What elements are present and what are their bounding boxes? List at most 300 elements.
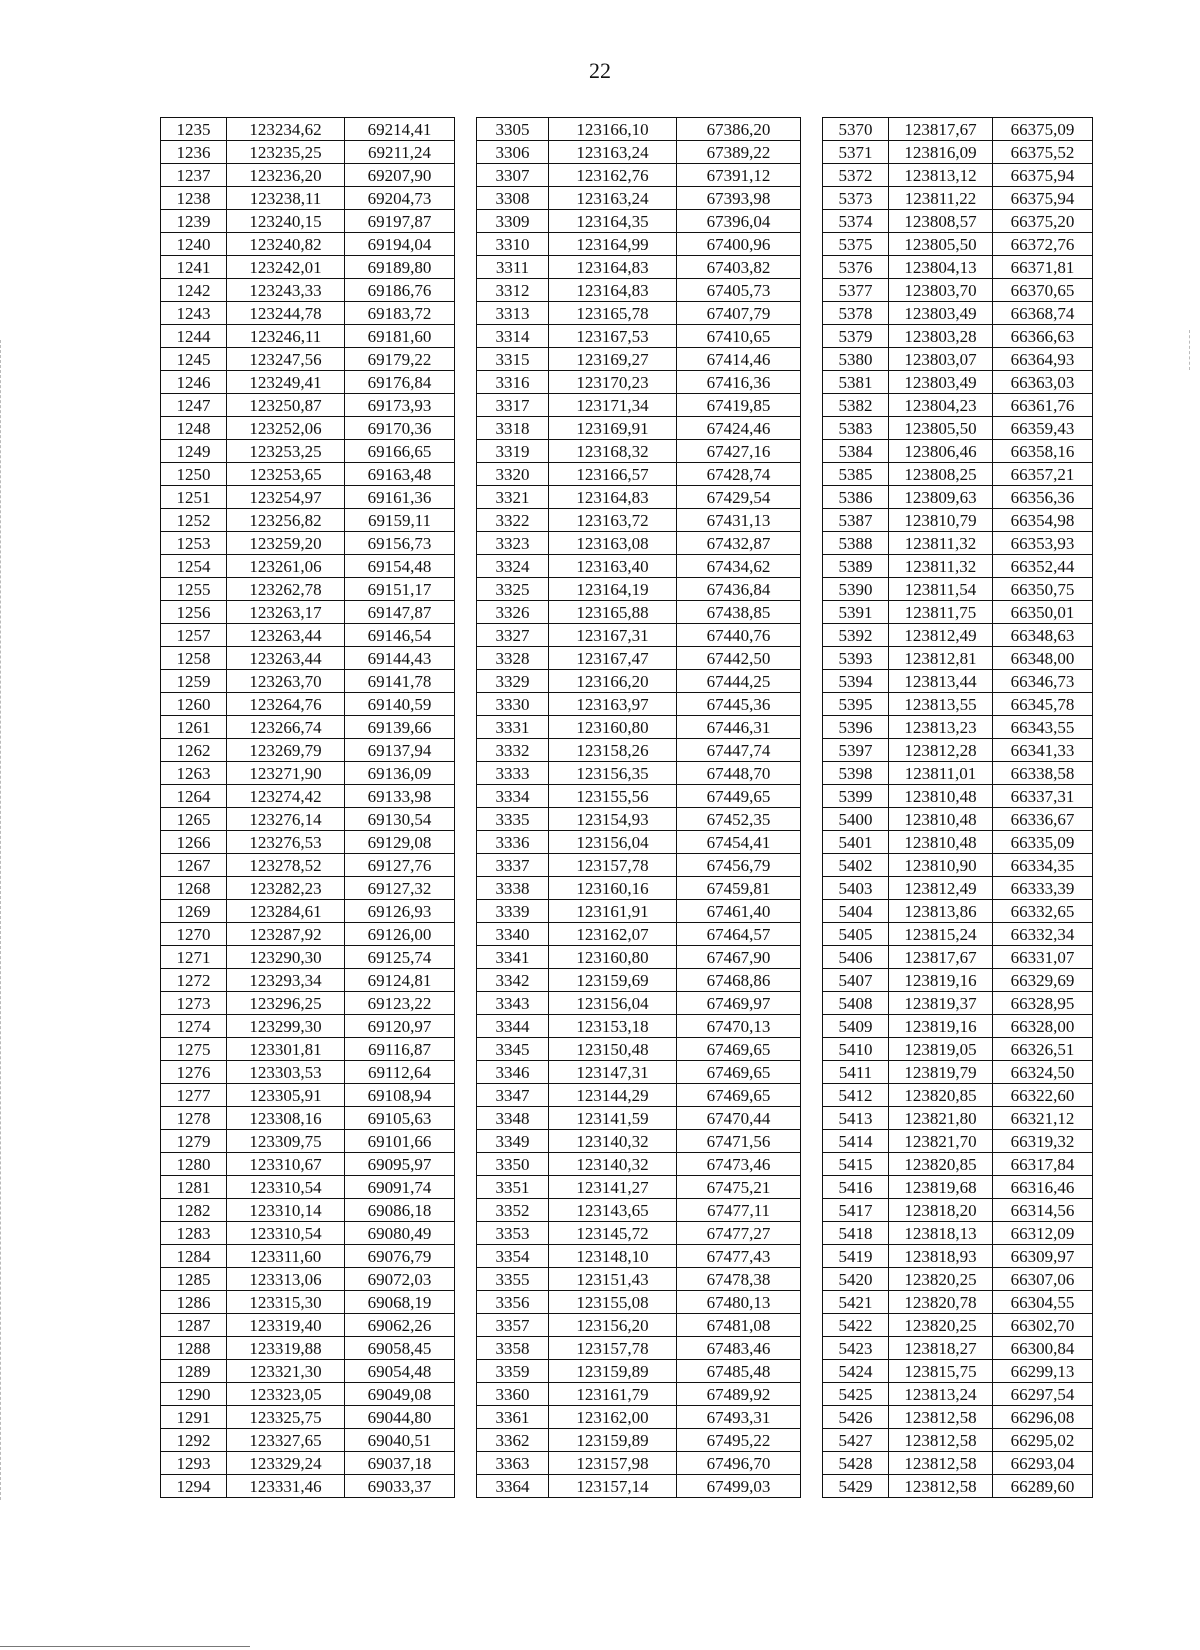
point-b-y-cell: 67416,36: [677, 371, 801, 394]
point-c-y-cell: 66352,44: [993, 555, 1093, 578]
point-c-y-cell: 66328,00: [993, 1015, 1093, 1038]
column-gap: [801, 670, 823, 693]
point-a-number-cell: 1272: [161, 969, 227, 992]
column-gap: [801, 900, 823, 923]
point-b-y-cell: 67499,03: [677, 1475, 801, 1498]
point-b-y-cell: 67403,82: [677, 256, 801, 279]
point-a-x-cell: 123234,62: [227, 118, 345, 141]
point-b-x-cell: 123167,47: [549, 647, 677, 670]
column-gap: [801, 739, 823, 762]
point-b-x-cell: 123161,91: [549, 900, 677, 923]
column-gap: [801, 601, 823, 624]
point-b-y-cell: 67410,65: [677, 325, 801, 348]
point-b-number-cell: 3334: [477, 785, 549, 808]
point-b-y-cell: 67445,36: [677, 693, 801, 716]
column-gap: [455, 1452, 477, 1475]
point-b-y-cell: 67495,22: [677, 1429, 801, 1452]
point-c-number-cell: 5415: [823, 1153, 889, 1176]
point-a-number-cell: 1278: [161, 1107, 227, 1130]
point-c-number-cell: 5414: [823, 1130, 889, 1153]
point-a-number-cell: 1242: [161, 279, 227, 302]
page-number: 22: [589, 58, 611, 83]
point-b-x-cell: 123163,72: [549, 509, 677, 532]
column-gap: [455, 440, 477, 463]
point-a-number-cell: 1252: [161, 509, 227, 532]
point-a-y-cell: 69091,74: [345, 1176, 455, 1199]
column-gap: [801, 486, 823, 509]
point-a-y-cell: 69058,45: [345, 1337, 455, 1360]
table-row: [161, 348, 1093, 371]
point-c-x-cell: 123810,48: [889, 785, 993, 808]
point-a-x-cell: 123261,06: [227, 555, 345, 578]
point-a-x-cell: 123284,61: [227, 900, 345, 923]
point-b-number-cell: 3328: [477, 647, 549, 670]
point-a-y-cell: 69037,18: [345, 1452, 455, 1475]
point-c-y-cell: 66309,97: [993, 1245, 1093, 1268]
point-b-y-cell: 67469,65: [677, 1084, 801, 1107]
table-row: [161, 1268, 1093, 1291]
point-b-y-cell: 67477,43: [677, 1245, 801, 1268]
point-a-x-cell: 123235,25: [227, 141, 345, 164]
point-a-y-cell: 69139,66: [345, 716, 455, 739]
point-b-number-cell: 3347: [477, 1084, 549, 1107]
table-row: [161, 1084, 1093, 1107]
column-gap: [801, 578, 823, 601]
column-gap: [455, 1176, 477, 1199]
point-a-x-cell: 123329,24: [227, 1452, 345, 1475]
point-c-y-cell: 66350,75: [993, 578, 1093, 601]
point-c-x-cell: 123819,05: [889, 1038, 993, 1061]
point-b-x-cell: 123162,00: [549, 1406, 677, 1429]
column-gap: [801, 1452, 823, 1475]
point-b-number-cell: 3314: [477, 325, 549, 348]
point-b-x-cell: 123158,26: [549, 739, 677, 762]
point-a-x-cell: 123259,20: [227, 532, 345, 555]
point-a-y-cell: 69141,78: [345, 670, 455, 693]
point-c-x-cell: 123811,75: [889, 601, 993, 624]
point-b-y-cell: 67475,21: [677, 1176, 801, 1199]
point-a-y-cell: 69137,94: [345, 739, 455, 762]
table-row: [161, 463, 1093, 486]
point-c-x-cell: 123820,25: [889, 1314, 993, 1337]
point-a-y-cell: 69116,87: [345, 1038, 455, 1061]
point-a-y-cell: 69108,94: [345, 1084, 455, 1107]
point-c-y-cell: 66300,84: [993, 1337, 1093, 1360]
point-b-x-cell: 123164,83: [549, 256, 677, 279]
point-b-x-cell: 123164,83: [549, 279, 677, 302]
point-c-x-cell: 123805,50: [889, 417, 993, 440]
point-a-y-cell: 69197,87: [345, 210, 455, 233]
point-c-x-cell: 123818,20: [889, 1199, 993, 1222]
point-a-x-cell: 123296,25: [227, 992, 345, 1015]
point-c-x-cell: 123811,32: [889, 555, 993, 578]
column-gap: [801, 923, 823, 946]
point-a-number-cell: 1291: [161, 1406, 227, 1429]
point-b-number-cell: 3325: [477, 578, 549, 601]
point-a-x-cell: 123240,82: [227, 233, 345, 256]
point-c-x-cell: 123803,07: [889, 348, 993, 371]
column-gap: [455, 946, 477, 969]
scan-edge-marks-right: [1189, 330, 1192, 370]
point-b-x-cell: 123157,98: [549, 1452, 677, 1475]
table-row: [161, 210, 1093, 233]
point-b-number-cell: 3353: [477, 1222, 549, 1245]
point-b-y-cell: 67471,56: [677, 1130, 801, 1153]
point-c-number-cell: 5378: [823, 302, 889, 325]
point-a-number-cell: 1262: [161, 739, 227, 762]
column-gap: [455, 141, 477, 164]
point-b-number-cell: 3342: [477, 969, 549, 992]
point-b-number-cell: 3337: [477, 854, 549, 877]
point-b-x-cell: 123166,10: [549, 118, 677, 141]
table-row: [161, 256, 1093, 279]
table-row: [161, 371, 1093, 394]
point-c-y-cell: 66361,76: [993, 394, 1093, 417]
point-a-x-cell: 123263,44: [227, 624, 345, 647]
point-b-number-cell: 3359: [477, 1360, 549, 1383]
point-c-x-cell: 123812,58: [889, 1406, 993, 1429]
point-b-number-cell: 3323: [477, 532, 549, 555]
point-b-y-cell: 67448,70: [677, 762, 801, 785]
point-b-number-cell: 3321: [477, 486, 549, 509]
point-a-x-cell: 123244,78: [227, 302, 345, 325]
point-c-x-cell: 123803,49: [889, 371, 993, 394]
point-b-number-cell: 3363: [477, 1452, 549, 1475]
point-c-y-cell: 66333,39: [993, 877, 1093, 900]
point-c-number-cell: 5420: [823, 1268, 889, 1291]
point-c-x-cell: 123818,13: [889, 1222, 993, 1245]
point-a-x-cell: 123310,67: [227, 1153, 345, 1176]
point-a-number-cell: 1289: [161, 1360, 227, 1383]
point-a-y-cell: 69146,54: [345, 624, 455, 647]
point-a-number-cell: 1281: [161, 1176, 227, 1199]
point-c-x-cell: 123821,70: [889, 1130, 993, 1153]
point-c-y-cell: 66316,46: [993, 1176, 1093, 1199]
column-gap: [455, 647, 477, 670]
point-b-number-cell: 3356: [477, 1291, 549, 1314]
point-a-x-cell: 123254,97: [227, 486, 345, 509]
scan-bottom-rule: [0, 1646, 250, 1647]
point-b-y-cell: 67427,16: [677, 440, 801, 463]
point-b-x-cell: 123159,89: [549, 1429, 677, 1452]
point-c-number-cell: 5386: [823, 486, 889, 509]
column-gap: [801, 1314, 823, 1337]
column-gap: [455, 1130, 477, 1153]
column-gap: [455, 1406, 477, 1429]
point-c-number-cell: 5406: [823, 946, 889, 969]
point-b-x-cell: 123157,14: [549, 1475, 677, 1498]
point-c-y-cell: 66329,69: [993, 969, 1093, 992]
column-gap: [801, 808, 823, 831]
point-c-y-cell: 66371,81: [993, 256, 1093, 279]
point-c-x-cell: 123812,58: [889, 1475, 993, 1498]
point-c-number-cell: 5413: [823, 1107, 889, 1130]
table-row: [161, 992, 1093, 1015]
point-b-y-cell: 67469,65: [677, 1061, 801, 1084]
column-gap: [455, 164, 477, 187]
point-c-y-cell: 66345,78: [993, 693, 1093, 716]
point-b-x-cell: 123159,69: [549, 969, 677, 992]
point-c-number-cell: 5385: [823, 463, 889, 486]
point-a-y-cell: 69127,32: [345, 877, 455, 900]
point-b-number-cell: 3346: [477, 1061, 549, 1084]
point-a-y-cell: 69183,72: [345, 302, 455, 325]
point-b-y-cell: 67449,65: [677, 785, 801, 808]
point-a-y-cell: 69095,97: [345, 1153, 455, 1176]
column-gap: [801, 532, 823, 555]
point-c-x-cell: 123820,78: [889, 1291, 993, 1314]
point-c-x-cell: 123819,37: [889, 992, 993, 1015]
point-a-x-cell: 123252,06: [227, 417, 345, 440]
point-a-number-cell: 1247: [161, 394, 227, 417]
point-b-x-cell: 123159,89: [549, 1360, 677, 1383]
point-c-y-cell: 66295,02: [993, 1429, 1093, 1452]
column-gap: [801, 1015, 823, 1038]
point-c-x-cell: 123804,13: [889, 256, 993, 279]
point-a-number-cell: 1274: [161, 1015, 227, 1038]
point-b-number-cell: 3312: [477, 279, 549, 302]
point-a-x-cell: 123282,23: [227, 877, 345, 900]
point-a-x-cell: 123271,90: [227, 762, 345, 785]
column-gap: [801, 371, 823, 394]
point-b-number-cell: 3348: [477, 1107, 549, 1130]
table-row: [161, 1291, 1093, 1314]
point-b-x-cell: 123165,88: [549, 601, 677, 624]
point-a-x-cell: 123325,75: [227, 1406, 345, 1429]
point-c-x-cell: 123819,16: [889, 1015, 993, 1038]
point-c-number-cell: 5408: [823, 992, 889, 1015]
column-gap: [801, 946, 823, 969]
point-c-number-cell: 5397: [823, 739, 889, 762]
column-gap: [455, 279, 477, 302]
table-row: [161, 923, 1093, 946]
point-b-y-cell: 67454,41: [677, 831, 801, 854]
column-gap: [455, 693, 477, 716]
point-c-y-cell: 66375,09: [993, 118, 1093, 141]
point-a-x-cell: 123278,52: [227, 854, 345, 877]
point-c-y-cell: 66296,08: [993, 1406, 1093, 1429]
column-gap: [455, 256, 477, 279]
point-a-x-cell: 123266,74: [227, 716, 345, 739]
point-c-x-cell: 123809,63: [889, 486, 993, 509]
point-b-number-cell: 3331: [477, 716, 549, 739]
table-row: [161, 417, 1093, 440]
table-row: [161, 739, 1093, 762]
table-row: [161, 670, 1093, 693]
point-c-number-cell: 5380: [823, 348, 889, 371]
point-a-number-cell: 1286: [161, 1291, 227, 1314]
point-a-number-cell: 1243: [161, 302, 227, 325]
column-gap: [801, 463, 823, 486]
table-row: [161, 1061, 1093, 1084]
point-a-y-cell: 69156,73: [345, 532, 455, 555]
point-b-y-cell: 67459,81: [677, 877, 801, 900]
point-b-x-cell: 123164,19: [549, 578, 677, 601]
column-gap: [455, 1061, 477, 1084]
point-a-number-cell: 1264: [161, 785, 227, 808]
point-c-number-cell: 5428: [823, 1452, 889, 1475]
point-a-number-cell: 1260: [161, 693, 227, 716]
table-row: [161, 1245, 1093, 1268]
point-b-y-cell: 67468,86: [677, 969, 801, 992]
point-c-x-cell: 123808,25: [889, 463, 993, 486]
point-a-number-cell: 1267: [161, 854, 227, 877]
point-b-y-cell: 67442,50: [677, 647, 801, 670]
column-gap: [801, 417, 823, 440]
point-b-x-cell: 123147,31: [549, 1061, 677, 1084]
column-gap: [455, 233, 477, 256]
column-gap: [455, 1153, 477, 1176]
point-b-number-cell: 3355: [477, 1268, 549, 1291]
point-a-x-cell: 123308,16: [227, 1107, 345, 1130]
point-b-x-cell: 123167,31: [549, 624, 677, 647]
point-c-y-cell: 66363,03: [993, 371, 1093, 394]
point-b-x-cell: 123163,24: [549, 141, 677, 164]
point-a-number-cell: 1235: [161, 118, 227, 141]
point-b-x-cell: 123163,40: [549, 555, 677, 578]
point-b-x-cell: 123169,27: [549, 348, 677, 371]
column-gap: [801, 1084, 823, 1107]
point-a-y-cell: 69194,04: [345, 233, 455, 256]
column-gap: [455, 624, 477, 647]
point-a-number-cell: 1251: [161, 486, 227, 509]
point-c-number-cell: 5426: [823, 1406, 889, 1429]
point-c-number-cell: 5390: [823, 578, 889, 601]
table-row: [161, 969, 1093, 992]
point-c-number-cell: 5429: [823, 1475, 889, 1498]
point-b-y-cell: 67400,96: [677, 233, 801, 256]
point-b-number-cell: 3320: [477, 463, 549, 486]
point-a-y-cell: 69170,36: [345, 417, 455, 440]
column-gap: [455, 371, 477, 394]
point-c-x-cell: 123808,57: [889, 210, 993, 233]
point-c-y-cell: 66348,63: [993, 624, 1093, 647]
table-row: [161, 1038, 1093, 1061]
point-a-y-cell: 69189,80: [345, 256, 455, 279]
point-c-y-cell: 66334,35: [993, 854, 1093, 877]
point-a-x-cell: 123263,44: [227, 647, 345, 670]
point-c-y-cell: 66346,73: [993, 670, 1093, 693]
point-c-number-cell: 5423: [823, 1337, 889, 1360]
point-c-x-cell: 123816,09: [889, 141, 993, 164]
point-b-x-cell: 123167,53: [549, 325, 677, 348]
point-a-y-cell: 69207,90: [345, 164, 455, 187]
point-a-number-cell: 1285: [161, 1268, 227, 1291]
point-a-y-cell: 69127,76: [345, 854, 455, 877]
point-b-y-cell: 67447,74: [677, 739, 801, 762]
point-a-y-cell: 69204,73: [345, 187, 455, 210]
column-gap: [801, 1061, 823, 1084]
point-c-x-cell: 123812,28: [889, 739, 993, 762]
point-c-number-cell: 5396: [823, 716, 889, 739]
point-b-x-cell: 123155,56: [549, 785, 677, 808]
table-row: [161, 233, 1093, 256]
point-b-number-cell: 3329: [477, 670, 549, 693]
point-a-x-cell: 123236,20: [227, 164, 345, 187]
point-a-x-cell: 123276,53: [227, 831, 345, 854]
point-a-number-cell: 1240: [161, 233, 227, 256]
point-b-y-cell: 67434,62: [677, 555, 801, 578]
table-row: [161, 693, 1093, 716]
point-a-x-cell: 123327,65: [227, 1429, 345, 1452]
column-gap: [455, 854, 477, 877]
point-a-x-cell: 123262,78: [227, 578, 345, 601]
point-c-number-cell: 5387: [823, 509, 889, 532]
column-gap: [801, 1038, 823, 1061]
point-b-y-cell: 67469,97: [677, 992, 801, 1015]
point-a-x-cell: 123238,11: [227, 187, 345, 210]
table-row: [161, 1107, 1093, 1130]
point-b-number-cell: 3339: [477, 900, 549, 923]
point-b-y-cell: 67464,57: [677, 923, 801, 946]
column-gap: [455, 670, 477, 693]
point-a-number-cell: 1246: [161, 371, 227, 394]
point-a-y-cell: 69049,08: [345, 1383, 455, 1406]
point-b-number-cell: 3309: [477, 210, 549, 233]
point-c-y-cell: 66314,56: [993, 1199, 1093, 1222]
point-b-y-cell: 67489,92: [677, 1383, 801, 1406]
point-a-x-cell: 123310,54: [227, 1176, 345, 1199]
point-c-x-cell: 123817,67: [889, 118, 993, 141]
point-b-number-cell: 3338: [477, 877, 549, 900]
table-body: [161, 118, 1093, 1498]
column-gap: [455, 325, 477, 348]
point-b-y-cell: 67429,54: [677, 486, 801, 509]
point-c-y-cell: 66324,50: [993, 1061, 1093, 1084]
point-b-y-cell: 67440,76: [677, 624, 801, 647]
point-b-number-cell: 3318: [477, 417, 549, 440]
point-a-y-cell: 69154,48: [345, 555, 455, 578]
column-gap: [455, 555, 477, 578]
table-row: [161, 785, 1093, 808]
column-gap: [455, 187, 477, 210]
point-b-x-cell: 123169,91: [549, 417, 677, 440]
point-b-number-cell: 3343: [477, 992, 549, 1015]
point-c-y-cell: 66326,51: [993, 1038, 1093, 1061]
column-gap: [801, 1153, 823, 1176]
table-row: [161, 1199, 1093, 1222]
point-b-y-cell: 67432,87: [677, 532, 801, 555]
point-a-x-cell: 123331,46: [227, 1475, 345, 1498]
point-c-x-cell: 123812,49: [889, 877, 993, 900]
column-gap: [455, 1337, 477, 1360]
point-a-number-cell: 1276: [161, 1061, 227, 1084]
point-b-y-cell: 67483,46: [677, 1337, 801, 1360]
point-b-number-cell: 3336: [477, 831, 549, 854]
column-gap: [455, 785, 477, 808]
column-gap: [455, 923, 477, 946]
point-c-x-cell: 123812,58: [889, 1429, 993, 1452]
point-c-x-cell: 123811,22: [889, 187, 993, 210]
point-a-x-cell: 123243,33: [227, 279, 345, 302]
point-a-number-cell: 1283: [161, 1222, 227, 1245]
point-a-number-cell: 1258: [161, 647, 227, 670]
point-a-y-cell: 69214,41: [345, 118, 455, 141]
point-c-number-cell: 5419: [823, 1245, 889, 1268]
column-gap: [455, 601, 477, 624]
table-row: [161, 578, 1093, 601]
point-b-number-cell: 3358: [477, 1337, 549, 1360]
column-gap: [455, 1084, 477, 1107]
point-b-y-cell: 67493,31: [677, 1406, 801, 1429]
point-b-x-cell: 123145,72: [549, 1222, 677, 1245]
point-a-number-cell: 1237: [161, 164, 227, 187]
point-a-number-cell: 1271: [161, 946, 227, 969]
point-c-number-cell: 5375: [823, 233, 889, 256]
table-row: [161, 1222, 1093, 1245]
point-b-number-cell: 3362: [477, 1429, 549, 1452]
point-b-number-cell: 3357: [477, 1314, 549, 1337]
